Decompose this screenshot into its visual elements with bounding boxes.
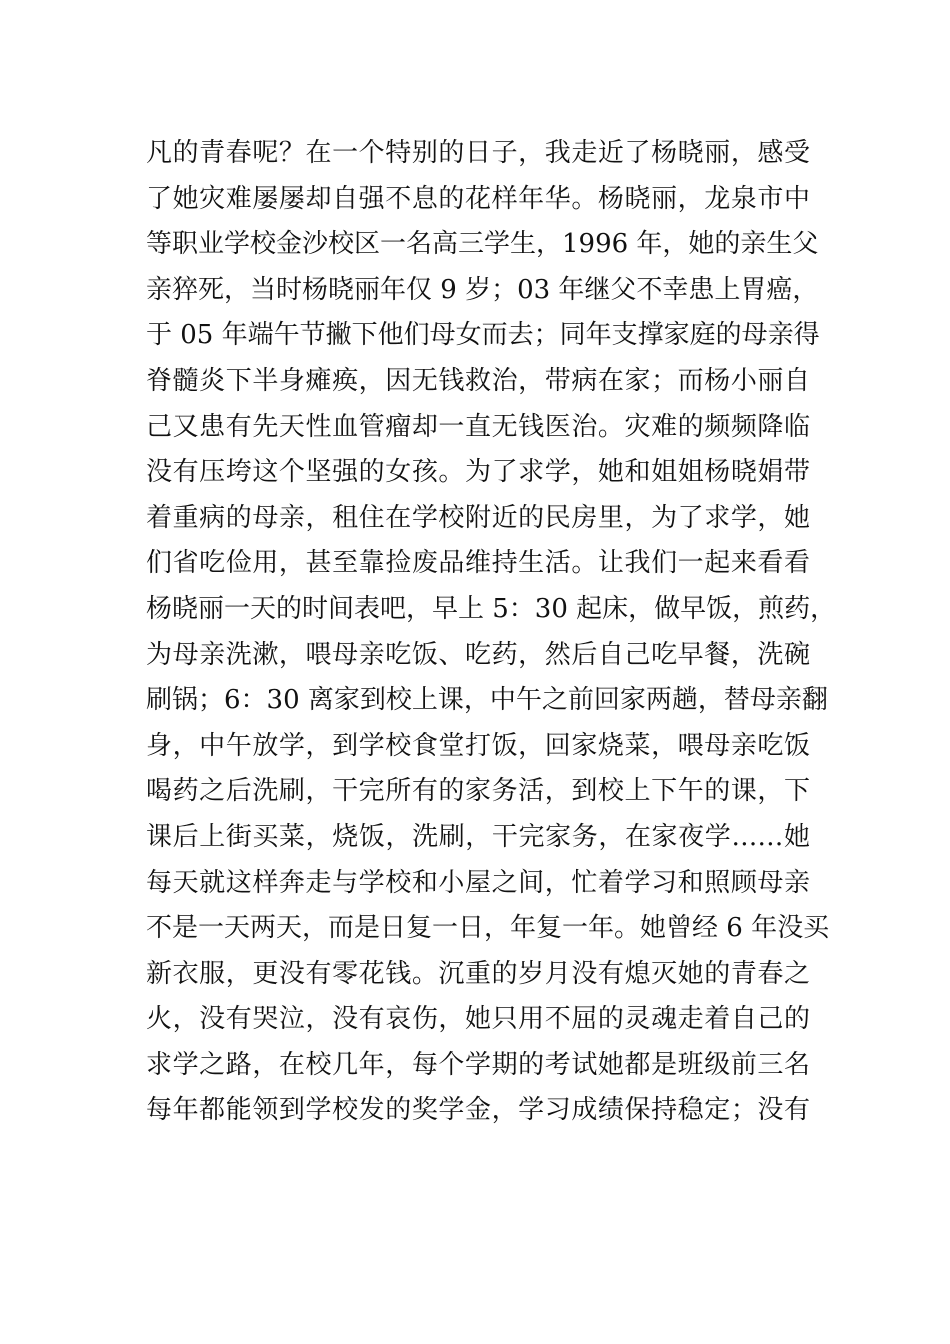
text-line: 为母亲洗漱，喂母亲吃饭、吃药，然后自己吃早餐，洗碗 — [146, 639, 810, 670]
text-line: 求学之路，在校几年，每个学期的考试她都是班级前三名 — [146, 1049, 810, 1080]
text-line: 火，没有哭泣，没有哀伤，她只用不屈的灵魂走着自己的 — [146, 1004, 810, 1035]
text-line: 了她灾难屡屡却自强不息的花样年华。杨晓丽，龙泉市中 — [146, 183, 810, 214]
body-text — [146, 131, 837, 1134]
text-line: 身，中午放学，到学校食堂打饭，回家烧菜，喂母亲吃饭 — [146, 730, 810, 761]
text-line: 脊髓炎下半身瘫痪，因无钱救治，带病在家；而杨小丽自 — [146, 365, 810, 396]
text-line: 课后上街买菜，烧饭，洗刷，干完家务，在家夜学……她 — [146, 821, 810, 852]
text-line: 杨晓丽一天的时间表吧，早上 5：30 起床，做早饭，煎药， — [146, 593, 837, 624]
text-line: 没有压垮这个坚强的女孩。为了求学，她和姐姐杨晓娟带 — [146, 457, 810, 488]
text-line: 刷锅；6：30 离家到校上课，中午之前回家两趟，替母亲翻 — [146, 685, 828, 716]
text-line: 每天就这样奔走与学校和小屋之间，忙着学习和照顾母亲 — [146, 867, 810, 898]
text-line: 等职业学校金沙校区一名高三学生，1996 年，她的亲生父 — [146, 229, 819, 260]
text-line: 不是一天两天，而是日复一日，年复一年。她曾经 6 年没买 — [146, 913, 830, 944]
text-line: 喝药之后洗刷，干完所有的家务活，到校上下午的课，下 — [146, 776, 810, 807]
text-line: 每年都能领到学校发的奖学金，学习成绩保持稳定；没有 — [146, 1095, 810, 1126]
text-line: 新衣服，更没有零花钱。沉重的岁月没有熄灭她的青春之 — [146, 958, 810, 989]
text-line: 亲猝死，当时杨晓丽年仅 9 岁；03 年继父不幸患上胃癌， — [146, 274, 819, 305]
text-line: 凡的青春呢？在一个特别的日子，我走近了杨晓丽，感受 — [146, 138, 810, 168]
text-line: 于 05 年端午节撇下他们母女而去；同年支撑家庭的母亲得 — [146, 320, 820, 351]
text-line: 己又患有先天性血管瘤却一直无钱医治。灾难的频频降临 — [146, 411, 810, 442]
text-line: 们省吃俭用，甚至靠捡废品维持生活。让我们一起来看看 — [146, 548, 810, 579]
text-line: 着重病的母亲，租住在学校附近的民房里，为了求学，她 — [146, 502, 810, 533]
